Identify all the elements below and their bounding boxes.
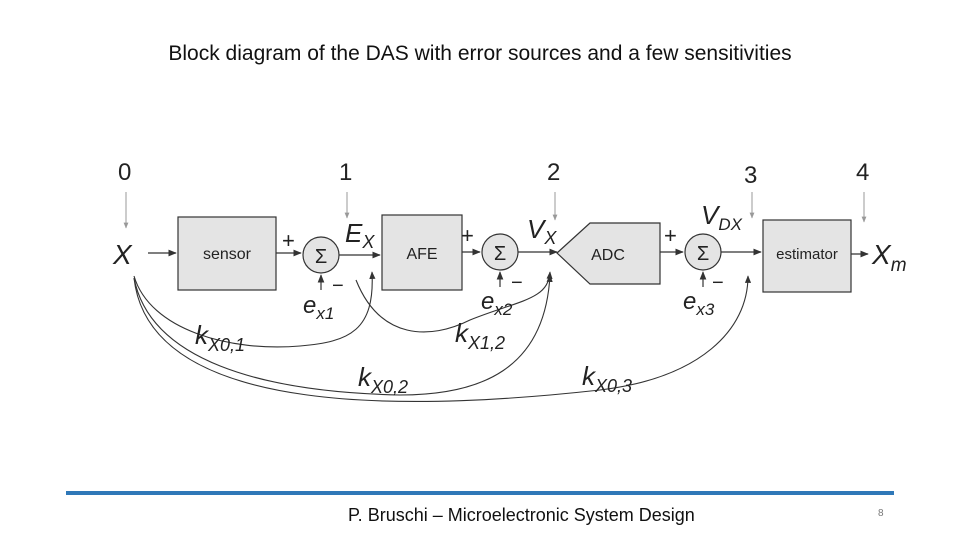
minus-sign-3: − — [712, 272, 724, 294]
footer-text: P. Bruschi – Microelectronic System Design — [348, 505, 695, 525]
summing-junction-3 — [685, 234, 721, 270]
adc-block-label: ADC — [591, 247, 625, 264]
sensitivity-kx02-label: $k_{X0,2}$ — [358, 362, 409, 397]
plus-sign-1: + — [282, 228, 295, 253]
estimator-block-label: estimator — [776, 246, 838, 263]
slide-title: Block diagram of the DAS with error sources and a few sensitivities — [168, 42, 792, 65]
signal-xm-label: $X_m$ — [872, 239, 907, 276]
node-label-3: 3 — [744, 162, 758, 189]
svg-text:Σ: Σ — [314, 246, 328, 268]
sensitivity-kx01-label: $k_{X0,1}$ — [195, 320, 246, 355]
plus-sign-3: + — [664, 223, 677, 248]
node-label-2: 2 — [547, 159, 561, 186]
summing-junction-2 — [482, 234, 518, 270]
node-label-1: 1 — [339, 159, 353, 186]
signal-vx-label: $V_X$ — [527, 214, 557, 248]
node-label-4: 4 — [856, 159, 870, 186]
sensor-block-label: sensor — [202, 246, 252, 263]
sensitivity-kx12-label: $k_{X1,2}$ — [455, 318, 506, 353]
error-ex1-label: $e_{x1}$ — [303, 292, 335, 323]
page-number: 8 — [878, 508, 884, 519]
signal-ex-label: $E_X$ — [345, 218, 375, 252]
svg-text:Σ: Σ — [696, 243, 710, 265]
sensitivity-kx03-label: $k_{X0,3}$ — [582, 361, 633, 396]
minus-sign-1: − — [332, 275, 344, 297]
error-ex3-label: $e_{x3}$ — [683, 288, 715, 319]
minus-sign-2: − — [511, 272, 523, 294]
footer-divider — [66, 491, 894, 495]
summing-junction-1 — [303, 237, 339, 273]
node-label-0: 0 — [118, 159, 132, 186]
error-ex2-label: $e_{x2}$ — [481, 288, 513, 319]
afe-block-label: AFE — [406, 246, 438, 263]
signal-x-label: X — [113, 239, 132, 270]
signal-vdx-label: $V_{DX}$ — [701, 200, 742, 234]
plus-sign-2: + — [461, 223, 474, 248]
svg-text:Σ: Σ — [493, 243, 507, 265]
